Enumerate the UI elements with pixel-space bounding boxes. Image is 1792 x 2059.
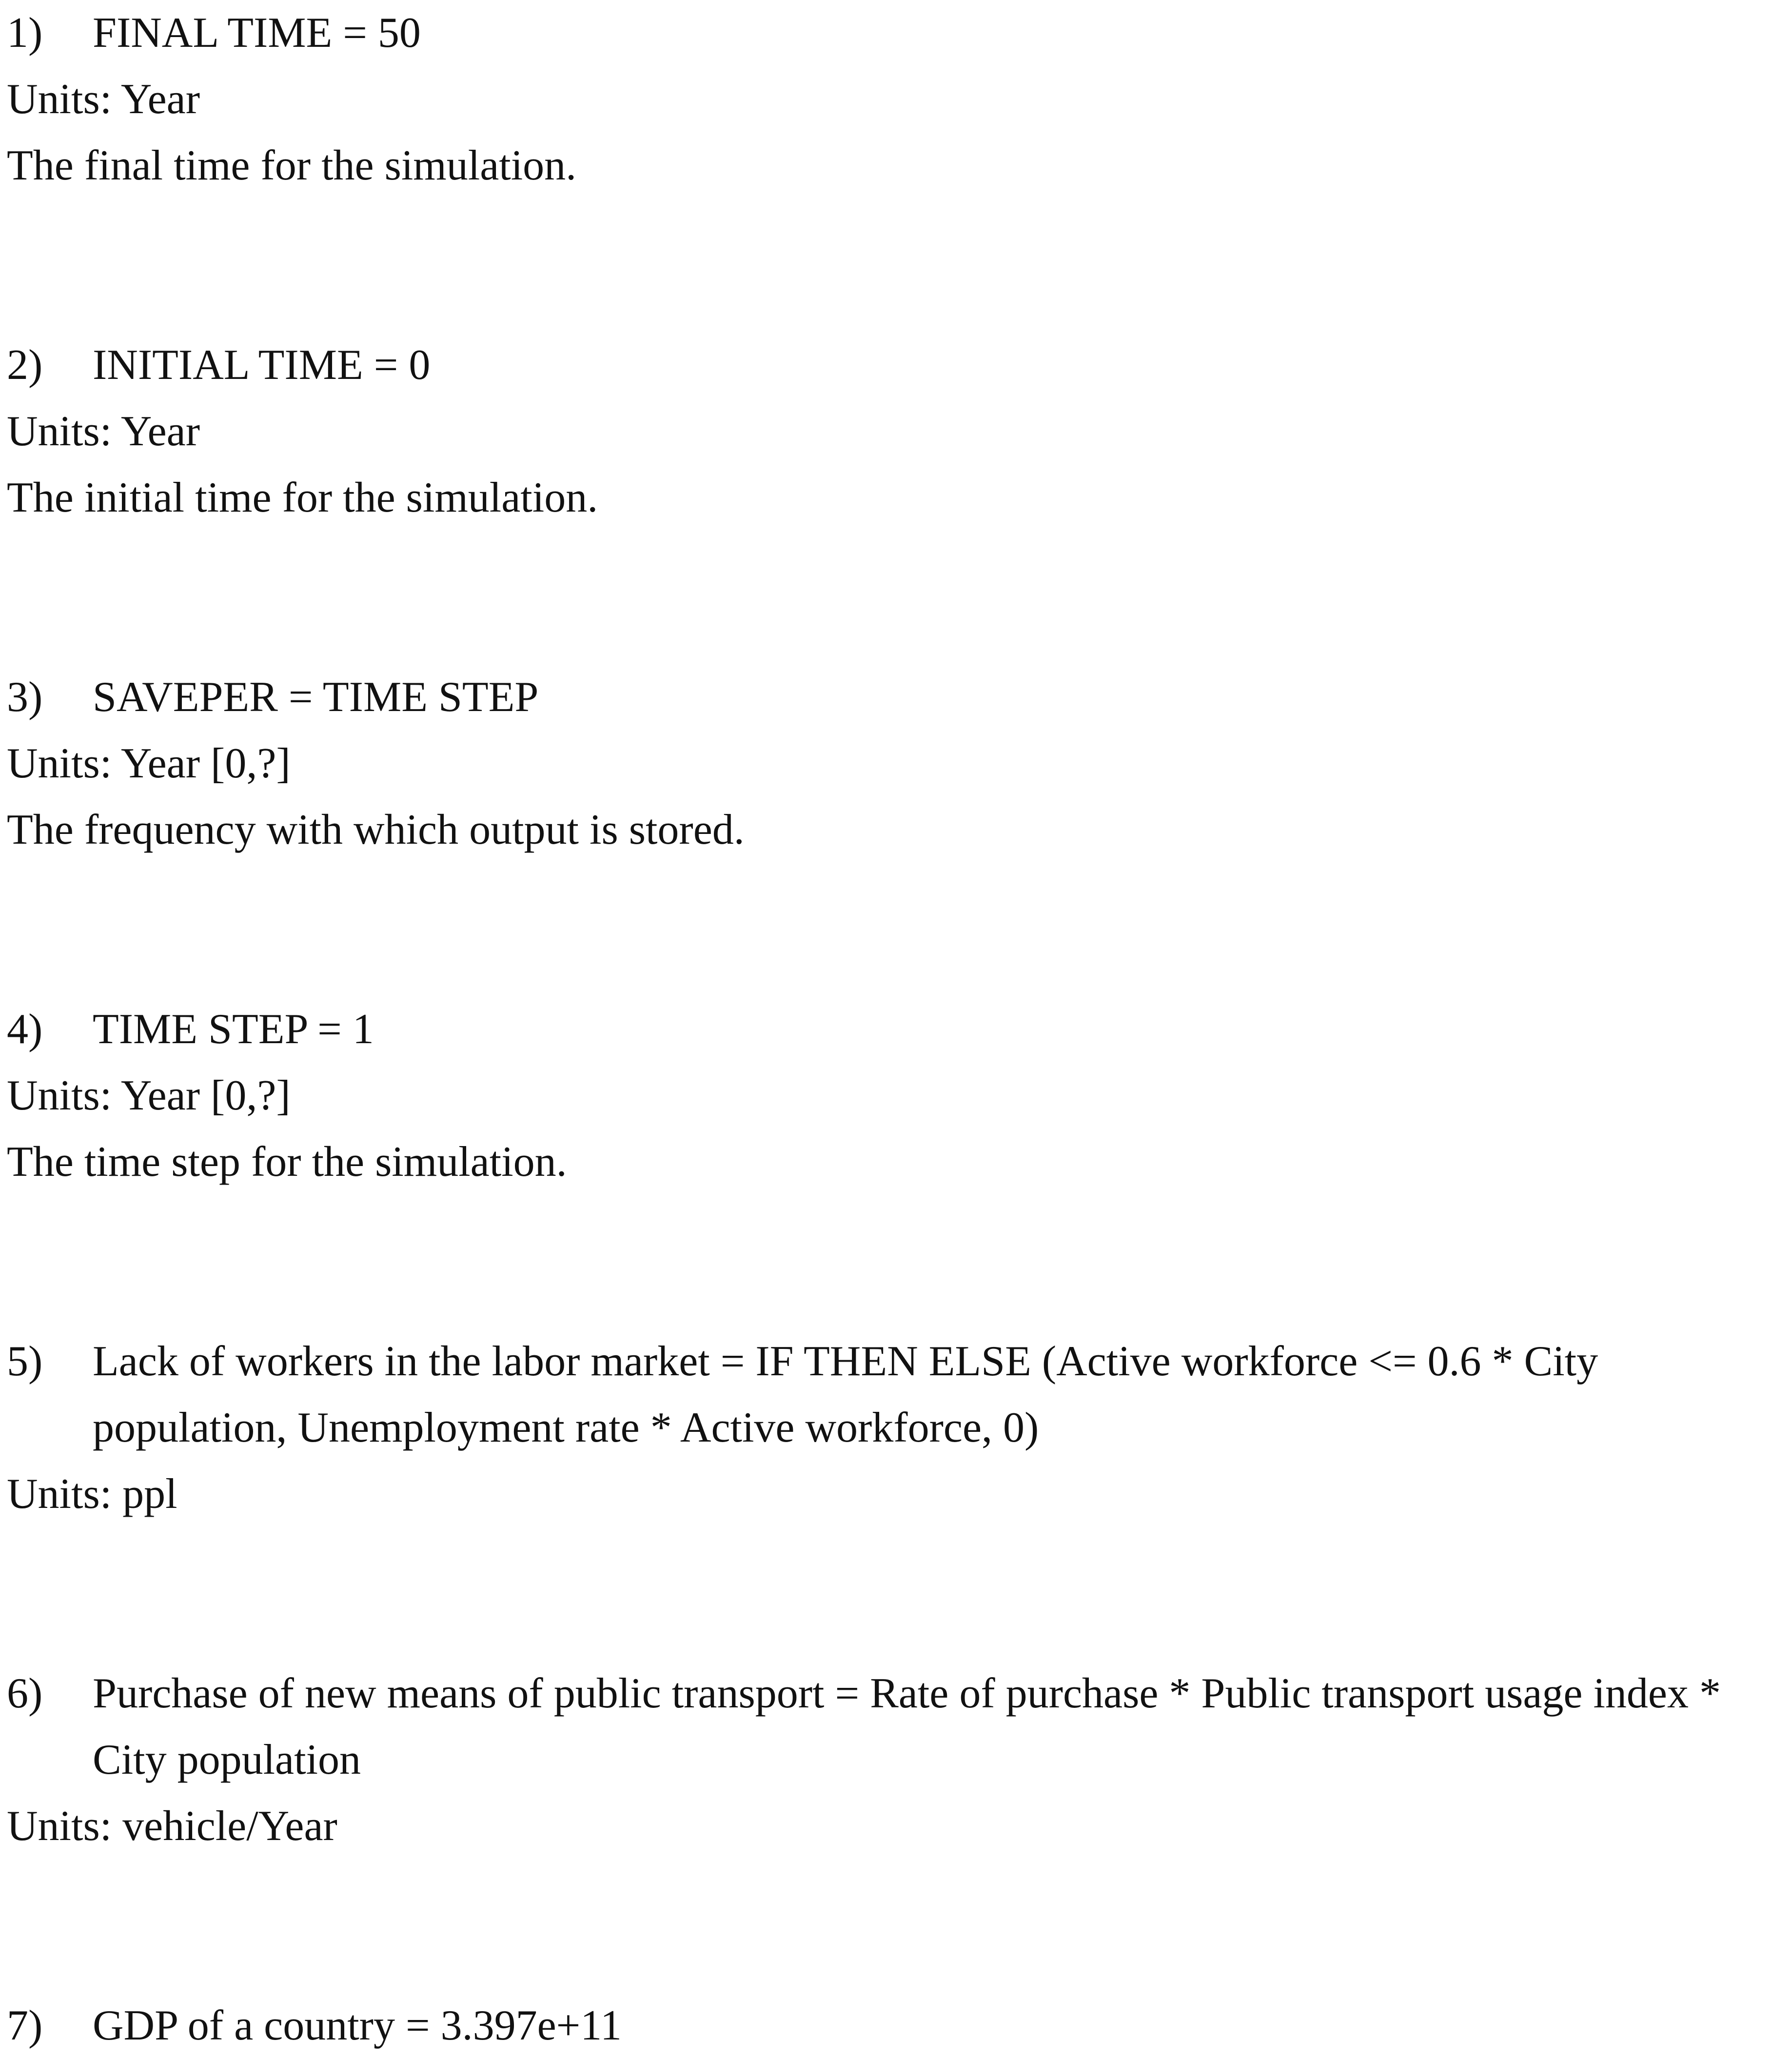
equation-units: Units: vehicle/Year [7,1802,337,1850]
equation-number: 4) [7,1006,43,1053]
spacer [7,1195,1787,1328]
equation-text: INITIAL TIME = 0 [93,341,431,389]
spacer [7,863,1787,996]
spacer [7,1527,1787,1661]
equation-text: FINAL TIME = 50 [93,9,421,57]
equation-units: Units: ppl [7,1470,177,1518]
spacer [7,531,1787,664]
equation-description: The initial time for the simulation. [7,474,598,521]
equation-text: Lack of workers in the labor market = IF THEN ELSE (Active workforce <= 0.6 * City [93,1338,1598,1385]
equation-1 [7,0,1787,66]
equation-units: Units: Year [7,76,200,123]
equation-5 [7,1328,1787,1395]
equation-text: TIME STEP = 1 [93,1006,374,1053]
equation-listing [7,0,1787,2059]
equation-number: 1) [7,9,43,57]
equation-text: SAVEPER = TIME STEP [93,673,539,721]
equation-number: 7) [7,2002,43,2049]
equation-number: 5) [7,1338,43,1385]
equation-units: Units: Year [7,408,200,455]
equation-number: 6) [7,1670,43,1717]
spacer [7,199,1787,332]
spacer [7,1860,1787,1993]
equation-number: 2) [7,341,43,389]
equation-text: Purchase of new means of public transport = Rate of purchase * Public transport usage index * [93,1670,1721,1717]
equation-3 [7,664,1787,731]
equation-description: The time step for the simulation. [7,1138,567,1186]
equation-text: GDP of a country = 3.397e+11 [93,2002,622,2049]
equation-7 [7,1993,1787,2059]
equation-units: Units: Year [0,?] [7,740,291,787]
equation-description: The frequency with which output is stored. [7,806,745,853]
equation-description: The final time for the simulation. [7,142,577,189]
equation-text-continuation: City population [93,1736,361,1783]
equation-number: 3) [7,673,43,721]
equation-4 [7,996,1787,1063]
equation-units: Units: Year [0,?] [7,1072,291,1119]
equation-6 [7,1661,1787,1727]
equation-2 [7,332,1787,398]
equation-text-continuation: population, Unemployment rate * Active workforce, 0) [93,1404,1039,1451]
